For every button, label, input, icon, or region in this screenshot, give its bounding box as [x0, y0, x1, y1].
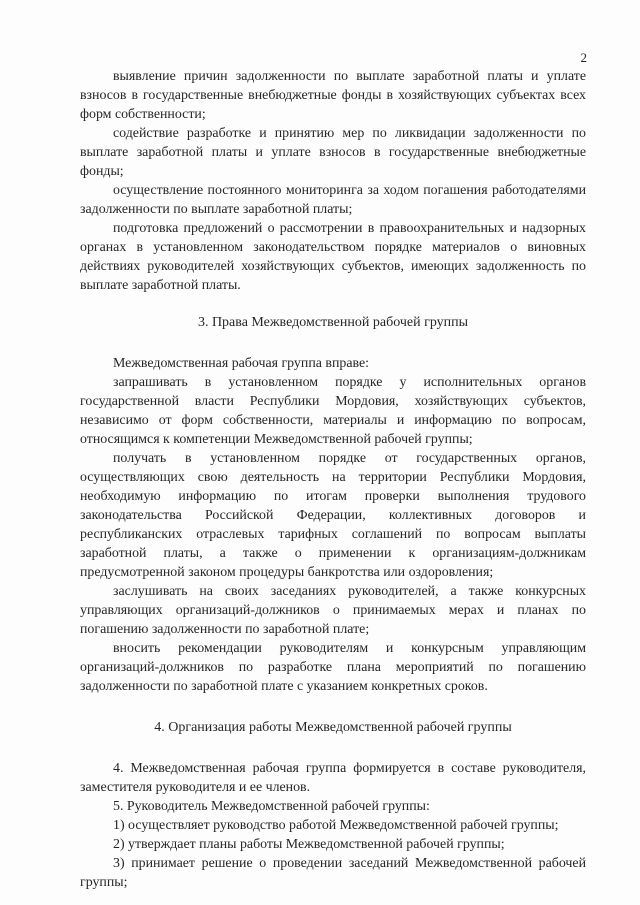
paragraph: 4. Межведомственная рабочая группа формируется в составе руководителя, заместителя руководителя и ее членов. — [80, 761, 586, 795]
paragraph: выявление причин задолженности по выплате заработной платы и уплате взносов в государственные внебюджетные фонды в хозяйствующих субъектах всех форм собственности; — [80, 69, 586, 122]
paragraph: 5. Руководитель Межведомственной рабочей группы: — [113, 799, 430, 814]
paragraph: заслушивать на своих заседаниях руководителей, а также конкурсных управляющих организаций-должников о принимаемых мерах и планах по погашению задолженности по заработной плате; — [80, 584, 586, 637]
paragraph: вносить рекомендации руководителям и конкурсным управляющим организаций-должников по разработке плана мероприятий по погашению задолженности по заработной плате с указанием конкретных сроков. — [80, 641, 586, 694]
document-body — [80, 67, 586, 892]
paragraph: 2) утверждает планы работы Межведомственной рабочей группы; — [113, 837, 505, 852]
section-heading-rights: 3. Права Межведомственной рабочей группы — [197, 315, 469, 330]
paragraph: Межведомственная рабочая группа вправе: — [113, 356, 369, 371]
paragraph: содействие разработке и принятию мер по ликвидации задолженности по выплате заработной платы и уплате взносов в государственные внебюджетные фонды; — [80, 126, 586, 179]
paragraph: запрашивать в установленном порядке у исполнительных органов государственной власти Республики Мордовия, хозяйствующих субъектов, независимо от форм собственности, материалы и информацию по вопросам, относящимся к компетенции Межведомственной рабочей группы; — [80, 375, 586, 447]
paragraph: подготовка предложений о рассмотрении в правоохранительных и надзорных органах в установленном законодательством порядке материалов о виновных действиях руководителей хозяйствующих субъектов, имеющих задолженность по выплате заработной платы. — [80, 221, 586, 293]
page-number: 2 — [580, 50, 587, 65]
section-heading-organization: 4. Организация работы Межведомственной рабочей группы — [154, 720, 512, 735]
paragraph: 1) осуществляет руководство работой Межведомственной рабочей группы; — [113, 818, 559, 833]
paragraph: 3) принимает решение о проведении заседаний Межведомственной рабочей группы; — [80, 856, 586, 890]
paragraph: получать в установленном порядке от государственных органов, осуществляющих свою деятельность на территории Республики Мордовия, необходимую информацию по итогам проверки выполнения трудового законодательства Российской Федерации, коллективных договоров и республиканских отраслевых тарифных соглашений по вопросам выплаты заработной платы, а также о применении к организациям-должникам предусмотренной законом процедуры банкротства или оздоровления; — [80, 451, 586, 580]
paragraph: осуществление постоянного мониторинга за ходом погашения работодателями задолженности по выплате заработной платы; — [80, 183, 586, 217]
